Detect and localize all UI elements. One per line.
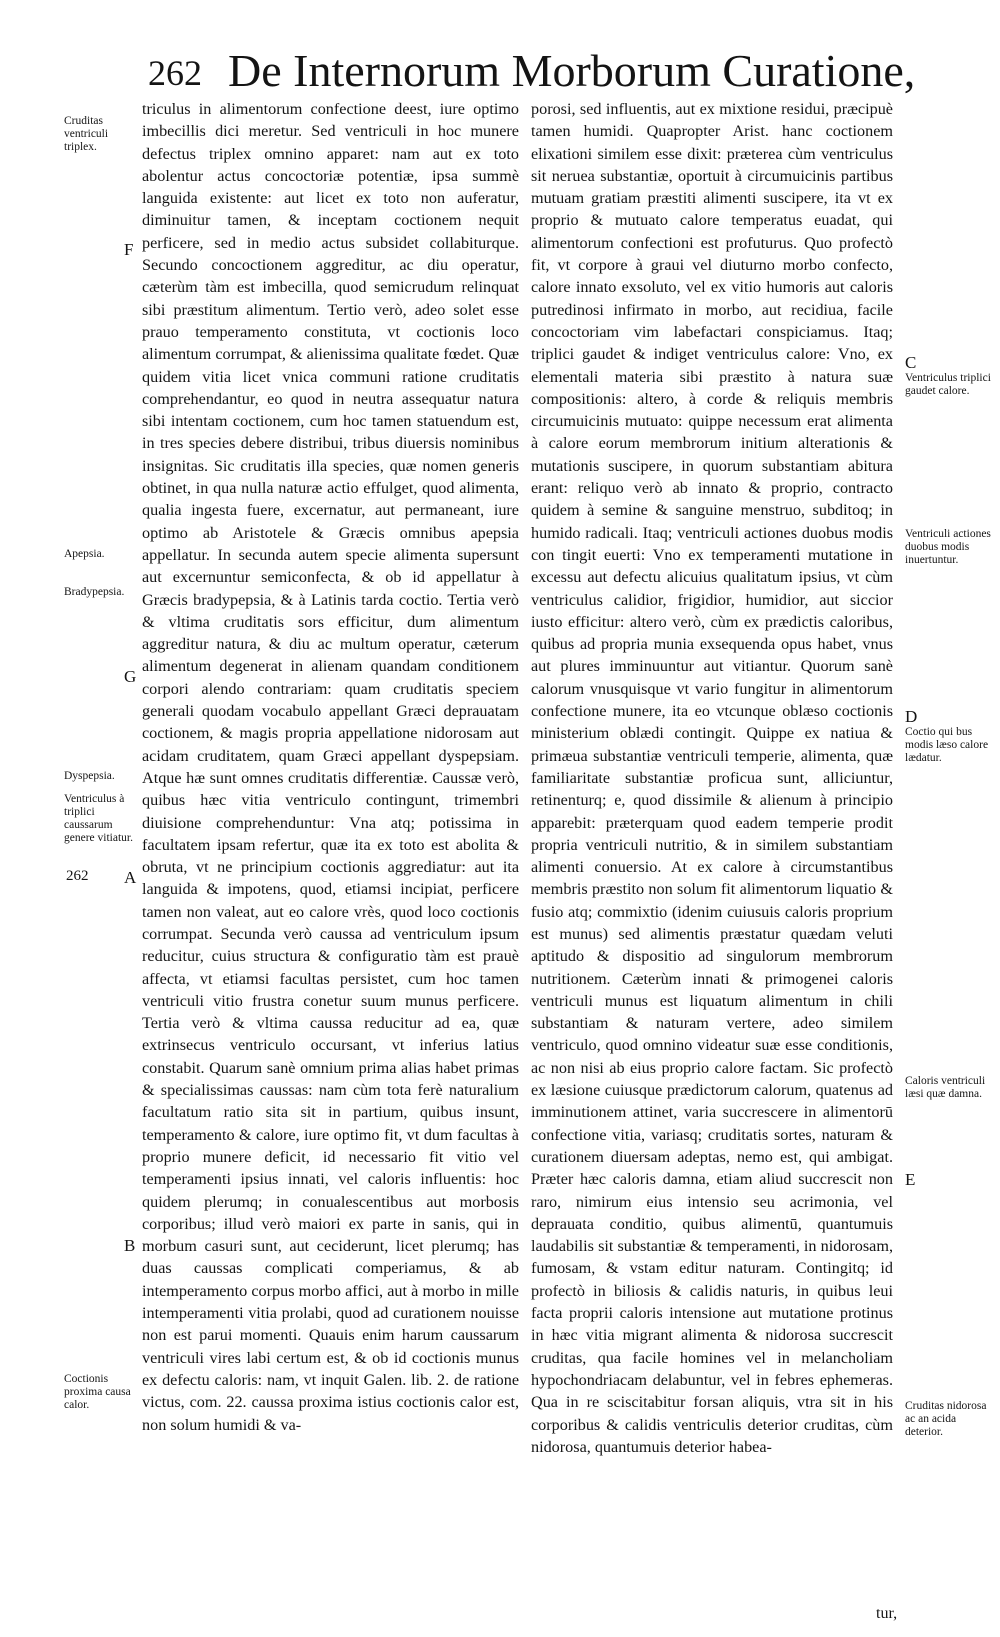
page-header (0, 46, 1000, 102)
section-marker-c: C (905, 353, 917, 372)
duplicate-page-number: 262 (66, 868, 89, 884)
margin-note-gaudet: Ventriculus triplici gaudet calore. (905, 372, 991, 397)
margin-note-cruditas: Cruditas ventriculi triplex. (64, 115, 109, 153)
section-marker-e: E (905, 1170, 916, 1189)
margin-note-coctionis: Coctionis proxima causa calor. (64, 1373, 131, 1411)
right-column-text: porosi, sed influentis, aut ex mixtione residui, præcipuè tamen humidi. Quapropter Arist. hanc coctionem elixationi similem esse dixit: præterea cùm ventriculus sit neruea substantiæ, oportuit à circumuicinis partibus mutuam gratiam præstiti alimenti suscipere, ita vt ex proprio & mutuato calore temperatus euadat, qui alimentorum confectioni est profuturus. Quo profectò fit, vt corpore à graui vel diuturno morbo confecto, calore innato exsoluto, vel ex vitio humoris aut caloris putredinosi infirmato in morbo, aut recidiua, facile concoctoriam vim labefactari conspiciamus. Itaq; triplici gaudet & indiget ventriculus calore: Vno, ex elementali materia sibi præstito à natura suæ compositionis: altero, à corde & reliquis membris circumuicinis mutuato: quippe necessum erat alimenta à calore eorum membrorum initium alterationis & mutationis suscipere, in quorum substantiam abitura erant: reliquo verò ab innato & proprio, contracto quidem à semine & sanguine menstruo, subditoq; in humido radicali. Itaq; ventriculi actiones duobus modis con tingit euerti: Vno ex temperamenti mutatione in excessu aut defectu alicuius qualitatum ipsius, vt cùm ventriculus calidior, frigidior, humidior, aut siccior iusto efficitur: altero verò, cùm ex prædictis caloribus, quibus ad propria munia exsequenda opus habet, vnus aut plures imminuuntur aut vitiantur. Quorum sanè calorum vnusquisque vt vario fungitur in alimentorum confectione munere, ita eo vtcunque oblæso coctionis ministerium oblædi contingit. Quippe ex natiua & primæua substantiæ ventriculi temperie, alimenta, quæ familiaritate substantiæ proficua sunt, alliciuntur, retinenturq; e, quod dissimile & alienum à principio apparebit: præterquam quod eadem temperie prodit propria ventriculi nutritio, & in similem substantiam alimenti conuersio. At ex calore à circumstantibus membris præstito non solum fit alimentorum liquatio & fusio atq; commixtio (idenim cuiusuis caloris proprium est munus) sed alimentis præstatur quædam veluti aptitudo & dispositio ad singulorum membrorum nutritionem. Cæterùm innati & primogenei caloris ventriculi munus est liquatum alimentum in chili substantiam & naturam vertere, adeo similem ventriculo, quod omnino videatur suæ esse conditionis, ac non nisi ab eius proprio calore factam. Sic profectò ex læsione cuiusque prædictorum calorum, quatenus ad imminutionem attinet, varia succrescere in alimentorū confectione vitia, variasq; cruditatis sortes, naturam & curationem diuersam adeptas, nemo est, qui ambigat. Præter hæc caloris damna, etiam aliud succrescit non raro, nimirum eius intensio seu acrimonia, vel deprauata conditio, quibus alimentū, quantumuis laudabilis sit substantiæ & temperamenti, in nidorosam, fumosam, & vstam editur naturam. Contingitq; id profectò in biliosis & calidis naturis, in quibus leui facta proprii caloris intensione aut mutatione protinus in hæc vitia migrant alimenta & nidorosa succrescit cruditas, qua facile homines vel in melancholiam hypochondriacam delabuntur, vel in febres ephemeras. Qua in re sciscitabitur forsan aliquis, vtra sit in his corporibus & calidis ventriculis deterior cruditas, cùm nidorosa, quantumuis deterior habea- (531, 100, 893, 1456)
page-number: 262 (148, 53, 202, 93)
margin-note-ventriculus: Ventriculus à triplici caussarum genere vitiatur. (64, 793, 133, 844)
section-marker-d: D (905, 707, 918, 726)
margin-note-qui-modis: Coctio qui bus modis læso calore lædatur. (905, 726, 989, 764)
margin-note-bradypepsia: Bradypepsia. (64, 586, 125, 598)
margin-note-dyspepsia: Dyspepsia. (64, 770, 115, 782)
text-column-left (142, 98, 519, 1436)
section-marker-a: A (124, 868, 137, 887)
margin-note-nidorosa: Cruditas nidorosa ac an acida deterior. (905, 1400, 987, 1438)
margin-note-apepsia: Apepsia. (64, 548, 105, 560)
margin-note-damna: Caloris ventriculi læsi quæ damna. (905, 1075, 986, 1100)
text-column-right (531, 98, 893, 1458)
running-title: De Internorum Morborum Curatione, (228, 45, 916, 96)
left-column-text: triculus in alimentorum confectione deest, iure optimo imbecillis dici meretur. Sed ventriculi in hoc munere defectus triplex omnino apparet: nam aut ex toto abolentur actus concoctoriæ potentiæ, ipsa summè languida existente: aut licet ex toto non auferatur, diminuitur tamen, & inceptam coctionem nequit perficere, sed in medio actus subsidet collabiturque. Secundo concoctionem aggreditur, ac diu operatur, cæterùm tàm est imbecilla, quod semicrudum relinquat sibi præstitum alimentum. Tertio verò, adeo solet esse prauo temperamento constituta, vt coctionis loco alimentum corrumpat, & alienissima qualitate fœdet. Quæ quidem vitia licet vnica communi ratione cruditatis comprehendantur, eo quod in neutra assequatur natura sibi intentam coctionem, cum hoc tamen statuendum est, in tres species debere distribui, tribus diuersis nominibus insignitas. Sic cruditatis illa species, quæ nomen generis obtinet, in qua nulla naturæ actio effulget, quod alimenta, qualia ingesta fuere, excernatur, aut permaneant, iure optimo ab Aristotele & Græcis omnibus apepsia appellatur. In secunda autem specie alimenta supersunt aut excernuntur semiconfecta, & ob id appellatur à Græcis bradypepsia, & à Latinis tarda coctio. Tertia verò & vltima cruditatis sors efficitur, dum alimentum aggreditur natura, & diu ac multum operatur, cæterum alimentum degenerat in alienam quandam conditionem corpori alendo contrariam: quam cruditatis speciem generali quodam vocabulo appellant Græci deprauatam coctionem, & magis propria appellatione nidorosam aut acidam cruditatem, quam Græci appellant dyspepsiam. Atque hæ sunt omnes cruditatis differentiæ. Caussæ verò, quibus hæc vitia ventriculo contingunt, trimembri diuisione comprehenduntur: Vna atq; potissima in facultatem ipsam refertur, quæ ita ex toto est abolita & obruta, vt ne principium coctionis aggrediatur: aut ita languida & impotens, quod, etiamsi incipiat, perficere tamen non valeat, aut eo calore vrès, quod loco coctionis corrumpat. Secunda verò caussa ad ventriculum ipsum reducitur, cuius structura & configuratio tàm est prauè affecta, vt etiamsi facultas persistet, cum hoc tamen ventriculi vitio frustra conetur suum munus perficere. Tertia verò & vltima caussa reducitur ad ea, quæ extrinsecus ventriculo occursant, vt inferius latius constabit. Quarum sanè omnium prima alias habet primas & specialissimas caussas: nam cùm tota ferè naturalium facultatum ratio sita sit in partium, quibus insunt, temperamento & calore, iure optimo fit, vt dum facultas à proprio munere deficit, id necessario fit vitio vel temperamenti ipsius innati, vel caloris influentis: hoc quidem plerumq; in conualescentibus aut morbosis corporibus; illud verò maiori ex parte in sanis, qui in morbum casuri sunt, aut ceciderunt, licet plerumq; has duas caussas complicati comperiamus, & ab intemperamento corpus morbo affici, aut à morbo in mille intemperamenti vitia prolabi, quod ad curationem nouisse non est parui momenti. Quauis enim harum caussarum ventriculi vires labi certum est, & ob id coctionis munus ex defectu caloris: nam, vt inquit Galen. lib. 2. de ratione victus, com. 22. caussa proxima istius coctionis calor est, non solum humidi & va- (142, 100, 519, 1434)
section-marker-b: B (124, 1236, 136, 1255)
section-marker-f: F (124, 240, 134, 259)
section-marker-g: G (124, 667, 137, 686)
margin-note-modis: Ventriculi actiones duobus modis inuertuntur. (905, 528, 991, 566)
catchword: tur, (876, 1605, 898, 1622)
